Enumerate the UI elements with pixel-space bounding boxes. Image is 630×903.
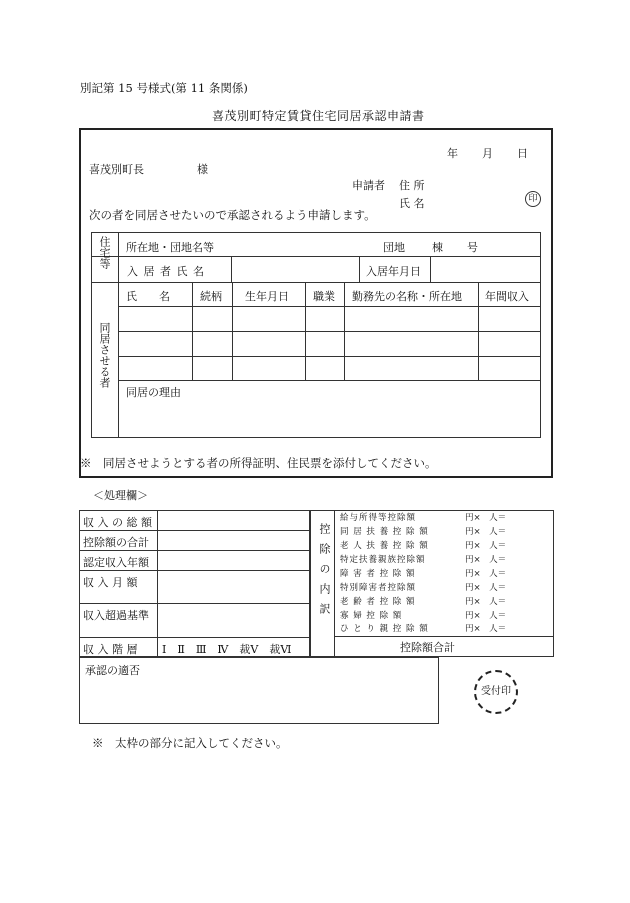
attachment-note: ※ 同居させようとする者の所得証明、住民票を添付してください。 bbox=[80, 456, 437, 470]
approval-label: 承認の適否 bbox=[85, 664, 140, 677]
deduction-total-label: 控除額合計 bbox=[400, 641, 455, 654]
column-annual-income: 年間収入 bbox=[485, 290, 529, 303]
deduction-item-unit: 円× 人＝ bbox=[465, 555, 507, 565]
deduction-item-unit: 円× 人＝ bbox=[465, 583, 507, 593]
deduction-item-label: 給与所得等控除額 bbox=[340, 513, 417, 523]
date-day-label: 日 bbox=[517, 147, 528, 160]
processing-title: ＜処理欄＞ bbox=[93, 489, 148, 502]
addressee: 喜茂別町長 bbox=[89, 163, 144, 176]
deduction-item-label: 特定扶養親族控除額 bbox=[340, 555, 426, 565]
deduction-sum-label: 控除額の合計 bbox=[83, 536, 149, 549]
deduction-item-label: 寡 婦 控 除 額 bbox=[340, 611, 403, 621]
deduction-item-unit: 円× 人＝ bbox=[465, 527, 507, 537]
deduction-item-label: 特別障害者控除額 bbox=[340, 583, 417, 593]
deduction-item-label: 老 齢 者 控 除 額 bbox=[340, 597, 416, 607]
deduction-item-label: 障 害 者 控 除 額 bbox=[340, 569, 416, 579]
unit-label: 号 bbox=[467, 241, 478, 254]
income-bracket-label: 収 入 階 層 bbox=[83, 643, 138, 656]
seal-mark: 印 bbox=[525, 191, 541, 207]
page-title: 喜茂別町特定賃貸住宅同居承認申請書 bbox=[212, 109, 425, 123]
date-month-label: 月 bbox=[482, 147, 493, 160]
income-excess-standard-label: 収入超過基準 bbox=[83, 609, 149, 622]
column-relation: 続柄 bbox=[200, 290, 222, 303]
housing-section-label: 住宅等 bbox=[98, 236, 111, 269]
deduction-breakdown-label: 控除の内訳 bbox=[318, 523, 331, 623]
certified-income-label: 認定収入年額 bbox=[83, 556, 149, 569]
form-reference: 別記第 15 号様式(第 11 条関係) bbox=[80, 81, 248, 95]
move-in-date-label: 入居年月日 bbox=[366, 265, 421, 278]
deduction-item-label: 同 居 扶 養 控 除 額 bbox=[340, 527, 429, 537]
deduction-item-label: 老 人 扶 養 控 除 額 bbox=[340, 541, 429, 551]
resident-name-label: 入 居 者 氏 名 bbox=[127, 265, 205, 278]
deduction-item-unit: 円× 人＝ bbox=[465, 597, 507, 607]
column-occupation: 職業 bbox=[313, 290, 335, 303]
applicant-label: 申請者 bbox=[352, 179, 385, 192]
deduction-item-unit: 円× 人＝ bbox=[465, 569, 507, 579]
honorific: 様 bbox=[197, 163, 208, 176]
deduction-item-unit: 円× 人＝ bbox=[465, 624, 507, 634]
danchi-label: 団地 bbox=[383, 241, 405, 254]
deduction-item-unit: 円× 人＝ bbox=[465, 513, 507, 523]
column-birthdate: 生年月日 bbox=[245, 290, 289, 303]
reason-label: 同居の理由 bbox=[126, 386, 181, 399]
receipt-stamp: 受付印 bbox=[474, 670, 518, 714]
column-workplace: 勤務先の名称・所在地 bbox=[352, 290, 462, 303]
income-bracket-options: Ⅰ Ⅱ Ⅲ Ⅳ 裁Ⅴ 裁Ⅵ bbox=[162, 643, 292, 656]
applicant-name-label: 氏 名 bbox=[399, 197, 425, 210]
building-label: 棟 bbox=[432, 241, 443, 254]
date-year-label: 年 bbox=[447, 147, 458, 160]
cohabitants-section-label: 同居させる者 bbox=[98, 322, 111, 388]
deduction-item-label: ひ と り 親 控 除 額 bbox=[340, 624, 429, 634]
deduction-item-unit: 円× 人＝ bbox=[465, 611, 507, 621]
column-name: 氏 名 bbox=[126, 290, 170, 303]
location-label: 所在地・団地名等 bbox=[126, 241, 214, 254]
applicant-address-label: 住 所 bbox=[399, 179, 425, 192]
bold-frame-note: ※ 太枠の部分に記入してください。 bbox=[92, 736, 288, 750]
deduction-item-unit: 円× 人＝ bbox=[465, 541, 507, 551]
total-income-label: 収 入 の 総 額 bbox=[83, 516, 152, 529]
application-statement: 次の者を同居させたいので承認されるよう申請します。 bbox=[89, 208, 376, 222]
monthly-income-label: 収 入 月 額 bbox=[83, 576, 138, 589]
